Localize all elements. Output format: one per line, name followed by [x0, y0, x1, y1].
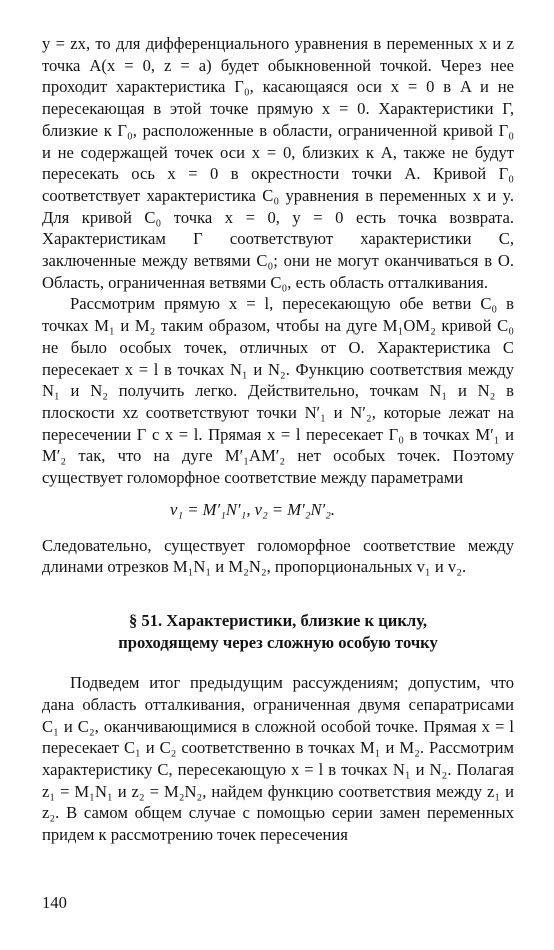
section-heading-line-2: проходящему через сложную особую точку	[118, 632, 438, 652]
page-body	[42, 33, 514, 846]
page-number: 140	[42, 893, 67, 912]
paragraph-4: Подведем итог предыдущим рассуждениям; допустим, что дана область отталкивания, ограниченная двумя сепаратрисами C₁ и C₂, оканчивающимися в сложной особой точке. Прямая x = l пересекает C₁ и C₂ соответственно в точках M₁ и M₂. Рассмотрим характеристику C, пересекающую x = l в точках N₁ и N₂. Полагая z₁ = M₁N₁ и z₂ = M₂N₂, найдем функцию соответствия между z₁ и z₂. В самом общем случае с помощью серии замен переменных придем к рассмотрению точек пересечения	[42, 673, 514, 845]
paragraph-2: Рассмотрим прямую x = l, пересекающую обе ветви C₀ в точках M₁ и M₂ таким образом, чтобы на дуге M₁OM₂ кривой C₀ не было особых точек, отличных от O. Характеристика C пересекает x = l в точках N₁ и N₂. Функцию соответствия между N₁ и N₂ получить легко. Действительно, точкам N₁ и N₂ в плоскости xz соответствуют точки N′₁ и N′₂, которые лежат на пересечении Γ с x = l. Прямая x = l пересекает Γ₀ в точках M′₁ и M′₂ так, что на дуге M′₁AM′₂ нет особых точек. Поэтому существует голоморфное соответствие между параметрами	[42, 294, 514, 488]
formula: v₁ = M′₁N′₁, v₂ = M′₂N′₂.	[170, 499, 336, 519]
section-heading	[42, 610, 514, 653]
paragraph-1: y = zx, то для дифференциального уравнения в переменных x и z точка A(x = 0, z = a) будет обыкновенной точкой. Через нее проходит характеристика Γ₀, касающаяся оси x = 0 в A и не пересекающая в этой точке прямую x = 0. Характеристики Γ, близкие к Γ₀, расположенные в области, ограниченной кривой Γ₀ и не содержащей точек оси x = 0, близких к A, также не будут пересекать ось x = 0 в окрестности точки A. Кривой Γ₀ соответствует характеристика C₀ уравнения в переменных x и y. Для кривой C₀ точка x = 0, y = 0 есть точка возврата. Характеристикам Γ соответствуют характеристики C, заключенные между ветвями C₀; они не могут оканчиваться в O. Область, ограниченная ветвями C₀, есть область отталкивания.	[42, 34, 514, 292]
section-heading-line-1: § 51. Характеристики, близкие к циклу,	[128, 611, 428, 631]
paragraph-3: Следовательно, существует голоморфное соответствие между длинами отрезков M₁N₁ и M₂N₂, пропорциональных v₁ и v₂.	[42, 535, 514, 577]
